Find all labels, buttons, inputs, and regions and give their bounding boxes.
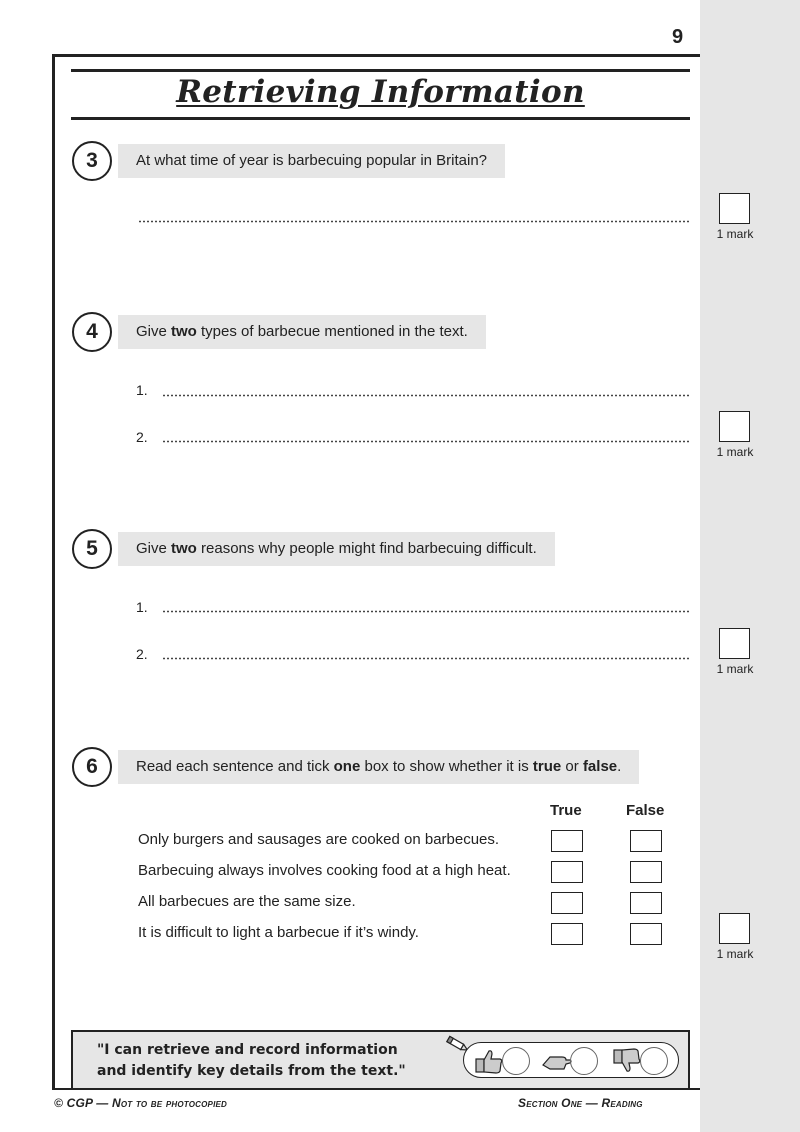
self-assessment-statement <box>97 1040 406 1082</box>
question-5-line-1-label: 1. <box>136 599 148 615</box>
question-5-line-2-label: 2. <box>136 646 148 662</box>
title-rule-top <box>71 69 690 72</box>
question-4-answer-line-1[interactable] <box>162 394 690 397</box>
question-4-line-2-label: 2. <box>136 429 148 445</box>
self-assessment-box <box>71 1030 690 1088</box>
question-3-answer-line[interactable] <box>138 220 690 223</box>
question-4-prompt: Give two types of barbecue mentioned in the text. <box>118 315 486 349</box>
question-3-prompt: At what time of year is barbecuing popular in Britain? <box>118 144 505 178</box>
thumbs-down-check-circle[interactable] <box>640 1047 668 1075</box>
statement-2: Barbecuing always involves cooking food at a high heat. <box>138 862 511 879</box>
statement-4-false-checkbox[interactable] <box>630 923 662 945</box>
question-5-mark-box[interactable] <box>719 628 750 659</box>
question-6-mark-label: 1 mark <box>716 947 754 961</box>
marking-margin <box>700 0 800 1132</box>
frame-top-border <box>52 54 700 57</box>
statement-4: It is difficult to light a barbecue if it’s windy. <box>138 924 419 941</box>
question-5-answer-line-1[interactable] <box>162 610 690 613</box>
question-3-number: 3 <box>72 141 112 181</box>
self-assessment-line-1: "I can retrieve and record information <box>97 1042 398 1058</box>
thumbs-up-icon[interactable] <box>472 1047 506 1075</box>
copyright-notice: © CGP — Not to be photocopied <box>54 1096 228 1110</box>
frame-bottom-border <box>52 1088 700 1090</box>
question-4-answer-line-2[interactable] <box>162 440 690 443</box>
question-3-mark-box[interactable] <box>719 193 750 224</box>
question-4-number: 4 <box>72 312 112 352</box>
statement-2-true-checkbox[interactable] <box>551 861 583 883</box>
self-assessment-line-2: and identify key details from the text." <box>97 1063 406 1079</box>
page-title: Retrieving Information <box>176 74 585 110</box>
statement-1-true-checkbox[interactable] <box>551 830 583 852</box>
question-4-line-1-label: 1. <box>136 382 148 398</box>
thumbs-up-check-circle[interactable] <box>502 1047 530 1075</box>
statement-1: Only burgers and sausages are cooked on barbecues. <box>138 831 500 848</box>
question-5-prompt: Give two reasons why people might find barbecuing difficult. <box>118 532 555 566</box>
page-number: 9 <box>672 26 684 48</box>
statement-2-false-checkbox[interactable] <box>630 861 662 883</box>
question-6-prompt: Read each sentence and tick one box to show whether it is true or false. <box>118 750 639 784</box>
thumbs-sideways-check-circle[interactable] <box>570 1047 598 1075</box>
question-5-mark-label: 1 mark <box>716 662 754 676</box>
statement-3-true-checkbox[interactable] <box>551 892 583 914</box>
statement-4-true-checkbox[interactable] <box>551 923 583 945</box>
thumbs-sideways-icon[interactable] <box>540 1047 574 1075</box>
statement-1-false-checkbox[interactable] <box>630 830 662 852</box>
question-3-mark-label: 1 mark <box>716 227 754 241</box>
thumbs-down-icon[interactable] <box>610 1047 644 1075</box>
question-5-answer-line-2[interactable] <box>162 657 690 660</box>
true-column-header: True <box>550 802 582 819</box>
title-rule-bottom <box>71 117 690 120</box>
question-4-mark-label: 1 mark <box>716 445 754 459</box>
self-rating-bar <box>463 1042 679 1078</box>
question-5-number: 5 <box>72 529 112 569</box>
question-6-number: 6 <box>72 747 112 787</box>
question-4-mark-box[interactable] <box>719 411 750 442</box>
false-column-header: False <box>626 802 665 819</box>
statement-3: All barbecues are the same size. <box>138 893 356 910</box>
frame-left-border <box>52 54 55 1090</box>
statement-3-false-checkbox[interactable] <box>630 892 662 914</box>
section-label: Section One — Reading <box>518 1096 643 1110</box>
question-6-mark-box[interactable] <box>719 913 750 944</box>
